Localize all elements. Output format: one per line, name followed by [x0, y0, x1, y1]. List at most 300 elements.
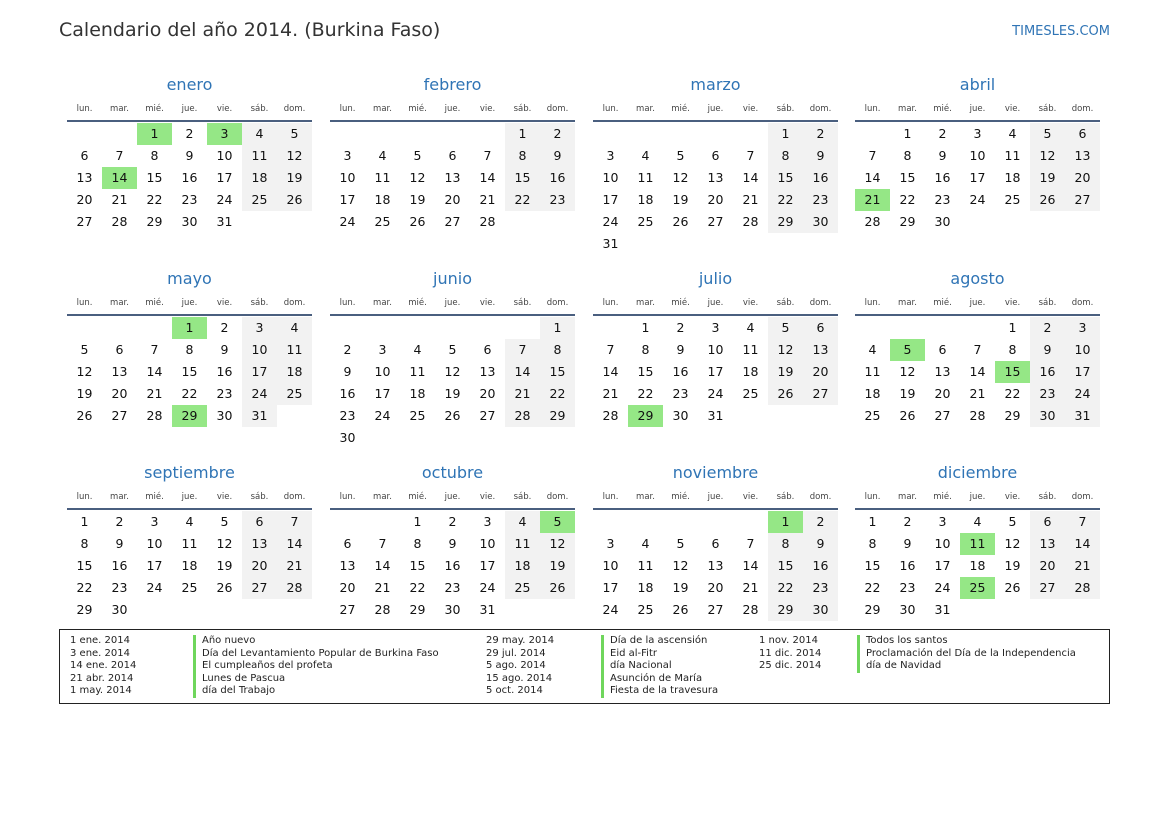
day-cell: 23: [672, 386, 689, 401]
weekday-label: lun.: [339, 298, 356, 308]
day-cell: 18: [864, 386, 881, 401]
day-cell: 28: [505, 405, 540, 427]
month-name: enero: [166, 75, 213, 94]
day-cell: 25: [277, 383, 312, 405]
day-cell: 6: [711, 536, 720, 551]
day-cell: 23: [540, 189, 575, 211]
day-cell: 20: [707, 580, 724, 595]
day-cell: 6: [115, 342, 124, 357]
weekday-label: mar.: [898, 104, 917, 114]
day-cell: 9: [938, 148, 947, 163]
day-cell: 12: [409, 170, 426, 185]
day-cell: 23: [1030, 383, 1065, 405]
day-cell: 1: [413, 514, 422, 529]
day-cell: 7: [277, 511, 312, 533]
day-cell: 3: [150, 514, 159, 529]
day-cell: 23: [111, 580, 128, 595]
day-cell: 3: [938, 514, 947, 529]
weekday-label: jue.: [181, 104, 198, 114]
day-cell: 25: [505, 577, 540, 599]
day-cell: 26: [768, 383, 803, 405]
day-cell: 24: [1065, 383, 1100, 405]
day-cell: 21: [277, 555, 312, 577]
weekday-header: [67, 292, 312, 314]
day-cell: 14: [374, 558, 391, 573]
day-cell: 30: [111, 602, 128, 617]
day-cell: 20: [111, 386, 128, 401]
day-cell: 9: [185, 148, 194, 163]
months-container: [67, 72, 1102, 627]
day-cell: 21: [111, 192, 128, 207]
day-cell: 2: [938, 126, 947, 141]
empty-cell: [330, 123, 365, 145]
day-cell: 29: [540, 405, 575, 427]
day-cell: 23: [339, 408, 356, 423]
day-cell: 3: [606, 536, 615, 551]
day-cell: 10: [339, 170, 356, 185]
day-cell: 8: [1008, 342, 1017, 357]
day-cell: 3: [242, 317, 277, 339]
day-cell: 11: [637, 558, 654, 573]
day-cell: 1: [1008, 320, 1017, 335]
weekday-label: mié.: [933, 492, 952, 502]
day-cell: 7: [746, 148, 755, 163]
holiday-day-cell: 5: [540, 511, 575, 533]
holiday-day-cell: 1: [768, 511, 803, 533]
empty-cell: [137, 317, 172, 339]
weekday-label: lun.: [76, 298, 93, 308]
weekday-label: vie.: [1004, 104, 1021, 114]
empty-cell: [733, 123, 768, 145]
weekday-label: jue.: [707, 104, 724, 114]
day-cell: 9: [115, 536, 124, 551]
weekday-label: jue.: [444, 298, 461, 308]
day-cell: 3: [606, 148, 615, 163]
day-cell: 22: [637, 386, 654, 401]
legend-holiday-name: día del Trabajo: [202, 685, 276, 697]
legend-holiday-name: día Nacional: [610, 660, 672, 672]
legend-holiday-name: día de Navidad: [866, 660, 942, 672]
day-grid: [855, 511, 1100, 621]
day-cell: 25: [742, 386, 759, 401]
day-cell: 19: [540, 555, 575, 577]
day-cell: 12: [1030, 145, 1065, 167]
empty-cell: [365, 317, 400, 339]
day-cell: 8: [150, 148, 159, 163]
day-cell: 8: [505, 145, 540, 167]
weekday-label: sáb.: [513, 492, 532, 502]
day-cell: 4: [746, 320, 755, 335]
day-cell: 23: [934, 192, 951, 207]
day-cell: 12: [444, 364, 461, 379]
legend-date: 1 nov. 2014: [759, 635, 818, 646]
empty-cell: [400, 317, 435, 339]
empty-cell: [365, 123, 400, 145]
day-cell: 21: [969, 386, 986, 401]
day-cell: 25: [637, 214, 654, 229]
day-cell: 29: [768, 211, 803, 233]
day-cell: 11: [374, 170, 391, 185]
day-cell: 30: [339, 430, 356, 445]
day-cell: 12: [1004, 536, 1021, 551]
empty-cell: [470, 317, 505, 339]
header-divider: [67, 120, 312, 122]
header-divider: [330, 120, 575, 122]
day-cell: 9: [676, 342, 685, 357]
day-cell: 18: [742, 364, 759, 379]
day-cell: 10: [146, 536, 163, 551]
holiday-day-cell: 1: [137, 123, 172, 145]
day-cell: 21: [479, 192, 496, 207]
weekday-label: mié.: [408, 298, 427, 308]
day-cell: 12: [216, 536, 233, 551]
weekday-label: vie.: [742, 104, 759, 114]
month-mayo: [67, 266, 312, 427]
empty-cell: [593, 123, 628, 145]
day-cell: 4: [185, 514, 194, 529]
day-cell: 4: [378, 148, 387, 163]
day-cell: 21: [1065, 555, 1100, 577]
day-cell: 6: [803, 317, 838, 339]
month-name: mayo: [167, 269, 212, 288]
day-cell: 15: [864, 558, 881, 573]
month-septiembre: [67, 460, 312, 621]
day-cell: 16: [803, 555, 838, 577]
day-cell: 5: [80, 342, 89, 357]
empty-cell: [400, 123, 435, 145]
day-cell: 25: [637, 602, 654, 617]
weekday-label: lun.: [864, 492, 881, 502]
day-cell: 17: [479, 558, 496, 573]
day-cell: 10: [602, 170, 619, 185]
day-cell: 10: [934, 536, 951, 551]
weekday-header: [330, 292, 575, 314]
weekday-label: sáb.: [776, 104, 795, 114]
day-cell: 6: [242, 511, 277, 533]
weekday-label: mié.: [671, 104, 690, 114]
weekday-label: mié.: [933, 104, 952, 114]
day-cell: 15: [768, 555, 803, 577]
weekday-header: [67, 98, 312, 120]
day-cell: 19: [277, 167, 312, 189]
day-cell: 3: [378, 342, 387, 357]
day-cell: 9: [343, 364, 352, 379]
weekday-label: vie.: [479, 104, 496, 114]
day-cell: 17: [934, 558, 951, 573]
day-cell: 2: [803, 511, 838, 533]
weekday-label: mar.: [636, 104, 655, 114]
weekday-label: sáb.: [250, 104, 269, 114]
weekday-label: dom.: [809, 492, 832, 502]
day-cell: 30: [444, 602, 461, 617]
empty-cell: [67, 123, 102, 145]
day-cell: 6: [483, 342, 492, 357]
day-cell: 18: [181, 558, 198, 573]
day-cell: 4: [413, 342, 422, 357]
month-enero: [67, 72, 312, 233]
day-grid: [67, 123, 312, 233]
day-cell: 20: [803, 361, 838, 383]
day-cell: 7: [1065, 511, 1100, 533]
day-cell: 30: [803, 211, 838, 233]
day-cell: 17: [707, 364, 724, 379]
weekday-label: dom.: [1071, 298, 1094, 308]
month-name: abril: [959, 75, 996, 94]
day-cell: 22: [409, 580, 426, 595]
day-cell: 13: [242, 533, 277, 555]
day-cell: 1: [768, 123, 803, 145]
day-cell: 31: [602, 236, 619, 251]
weekday-label: lun.: [864, 298, 881, 308]
day-cell: 6: [1065, 123, 1100, 145]
weekday-label: dom.: [1071, 104, 1094, 114]
day-cell: 14: [864, 170, 881, 185]
holiday-day-cell: 3: [207, 123, 242, 145]
weekday-label: dom.: [809, 298, 832, 308]
day-cell: 1: [80, 514, 89, 529]
weekday-label: mié.: [408, 492, 427, 502]
day-cell: 3: [483, 514, 492, 529]
day-cell: 26: [672, 214, 689, 229]
day-cell: 24: [934, 580, 951, 595]
weekday-label: lun.: [76, 104, 93, 114]
weekday-label: mié.: [408, 104, 427, 114]
day-cell: 13: [479, 364, 496, 379]
day-cell: 30: [803, 599, 838, 621]
weekday-label: mar.: [636, 298, 655, 308]
day-cell: 4: [505, 511, 540, 533]
day-cell: 7: [150, 342, 159, 357]
legend-dates-column: [759, 635, 821, 673]
weekday-label: dom.: [283, 298, 306, 308]
month-name: agosto: [950, 269, 1005, 288]
day-cell: 13: [707, 558, 724, 573]
day-cell: 17: [602, 192, 619, 207]
holiday-day-cell: 1: [172, 317, 207, 339]
day-cell: 13: [803, 339, 838, 361]
weekday-label: lun.: [864, 104, 881, 114]
day-cell: 3: [1065, 317, 1100, 339]
day-cell: 26: [540, 577, 575, 599]
day-cell: 28: [864, 214, 881, 229]
weekday-label: dom.: [283, 492, 306, 502]
day-cell: 10: [969, 148, 986, 163]
weekday-label: lun.: [339, 104, 356, 114]
day-cell: 19: [216, 558, 233, 573]
weekday-label: vie.: [216, 104, 233, 114]
day-cell: 31: [707, 408, 724, 423]
day-cell: 3: [343, 148, 352, 163]
day-cell: 20: [444, 192, 461, 207]
day-cell: 22: [768, 189, 803, 211]
day-grid: [330, 511, 575, 621]
weekday-label: sáb.: [250, 298, 269, 308]
day-cell: 24: [242, 383, 277, 405]
weekday-label: vie.: [1004, 298, 1021, 308]
day-cell: 22: [540, 383, 575, 405]
day-cell: 16: [672, 364, 689, 379]
holiday-day-cell: 29: [628, 405, 663, 427]
day-cell: 26: [444, 408, 461, 423]
weekday-label: jue.: [181, 298, 198, 308]
month-name: julio: [698, 269, 733, 288]
day-cell: 28: [277, 577, 312, 599]
empty-cell: [855, 123, 890, 145]
month-junio: [330, 266, 575, 449]
day-cell: 28: [1065, 577, 1100, 599]
day-cell: 13: [934, 364, 951, 379]
day-cell: 19: [1004, 558, 1021, 573]
legend-names-column: [193, 635, 439, 698]
legend-holiday-name: Eid al-Fitr: [610, 647, 657, 659]
day-cell: 29: [768, 599, 803, 621]
day-grid: [67, 317, 312, 427]
day-cell: 11: [409, 364, 426, 379]
day-cell: 27: [76, 214, 93, 229]
weekday-label: jue.: [181, 492, 198, 502]
weekday-label: lun.: [76, 492, 93, 502]
day-cell: 16: [181, 170, 198, 185]
legend-date: 15 ago. 2014: [486, 672, 553, 684]
day-cell: 13: [707, 170, 724, 185]
month-name: septiembre: [144, 463, 235, 482]
day-cell: 4: [641, 536, 650, 551]
day-cell: 24: [146, 580, 163, 595]
day-cell: 9: [540, 145, 575, 167]
weekday-label: jue.: [707, 492, 724, 502]
day-cell: 5: [676, 148, 685, 163]
month-name: junio: [433, 269, 472, 288]
day-cell: 4: [641, 148, 650, 163]
day-cell: 22: [899, 192, 916, 207]
day-cell: 6: [80, 148, 89, 163]
month-diciembre: [855, 460, 1100, 621]
weekday-header: [855, 486, 1100, 508]
legend-date: 5 oct. 2014: [486, 685, 543, 697]
day-cell: 14: [742, 558, 759, 573]
day-cell: 12: [899, 364, 916, 379]
day-cell: 20: [1065, 167, 1100, 189]
day-cell: 29: [409, 602, 426, 617]
day-cell: 7: [115, 148, 124, 163]
day-cell: 16: [934, 170, 951, 185]
empty-cell: [890, 317, 925, 339]
day-cell: 7: [606, 342, 615, 357]
day-cell: 16: [111, 558, 128, 573]
day-cell: 22: [146, 192, 163, 207]
day-cell: 24: [969, 192, 986, 207]
day-cell: 5: [1030, 123, 1065, 145]
month-name: febrero: [423, 75, 482, 94]
day-grid: [593, 317, 838, 427]
day-cell: 7: [378, 536, 387, 551]
legend-date: 29 jul. 2014: [486, 647, 546, 659]
weekday-label: sáb.: [776, 492, 795, 502]
day-cell: 15: [181, 364, 198, 379]
day-cell: 27: [242, 577, 277, 599]
day-cell: 9: [903, 536, 912, 551]
weekday-label: sáb.: [250, 492, 269, 502]
empty-cell: [628, 123, 663, 145]
day-cell: 19: [672, 192, 689, 207]
day-cell: 16: [803, 167, 838, 189]
weekday-label: dom.: [546, 298, 569, 308]
day-cell: 14: [602, 364, 619, 379]
day-cell: 31: [479, 602, 496, 617]
day-cell: 11: [277, 339, 312, 361]
day-cell: 27: [111, 408, 128, 423]
day-cell: 13: [339, 558, 356, 573]
day-cell: 16: [1030, 361, 1065, 383]
day-cell: 21: [146, 386, 163, 401]
day-cell: 15: [540, 361, 575, 383]
day-cell: 12: [672, 558, 689, 573]
empty-cell: [67, 317, 102, 339]
header-divider: [593, 120, 838, 122]
day-cell: 10: [479, 536, 496, 551]
weekday-header: [593, 486, 838, 508]
month-agosto: [855, 266, 1100, 427]
day-cell: 20: [76, 192, 93, 207]
day-cell: 21: [742, 580, 759, 595]
day-cell: 14: [742, 170, 759, 185]
day-cell: 27: [444, 214, 461, 229]
weekday-label: vie.: [479, 492, 496, 502]
empty-cell: [330, 511, 365, 533]
weekday-label: lun.: [602, 492, 619, 502]
day-cell: 19: [1030, 167, 1065, 189]
header-divider: [855, 314, 1100, 316]
weekday-label: jue.: [969, 104, 986, 114]
day-cell: 2: [903, 514, 912, 529]
day-grid: [330, 317, 575, 449]
day-cell: 29: [899, 214, 916, 229]
day-cell: 15: [899, 170, 916, 185]
month-octubre: [330, 460, 575, 621]
day-cell: 6: [343, 536, 352, 551]
day-cell: 17: [242, 361, 277, 383]
day-cell: 18: [277, 361, 312, 383]
month-febrero: [330, 72, 575, 233]
legend-date: 25 dic. 2014: [759, 660, 822, 672]
day-cell: 27: [707, 602, 724, 617]
weekday-header: [593, 98, 838, 120]
day-cell: 31: [1065, 405, 1100, 427]
day-cell: 8: [868, 536, 877, 551]
day-cell: 11: [742, 342, 759, 357]
empty-cell: [435, 317, 470, 339]
weekday-label: sáb.: [513, 104, 532, 114]
day-cell: 17: [374, 386, 391, 401]
day-cell: 19: [899, 386, 916, 401]
weekday-label: mié.: [671, 492, 690, 502]
legend-holiday-name: Todos los santos: [866, 635, 948, 646]
day-cell: 8: [903, 148, 912, 163]
day-cell: 25: [864, 408, 881, 423]
day-cell: 31: [934, 602, 951, 617]
day-cell: 7: [505, 339, 540, 361]
day-cell: 27: [479, 408, 496, 423]
day-cell: 26: [216, 580, 233, 595]
empty-cell: [330, 317, 365, 339]
day-cell: 9: [803, 533, 838, 555]
day-cell: 28: [374, 602, 391, 617]
empty-cell: [698, 511, 733, 533]
site-link[interactable]: TIMESLES.COM: [1012, 24, 1110, 39]
empty-cell: [102, 317, 137, 339]
day-cell: 4: [277, 317, 312, 339]
day-cell: 17: [216, 170, 233, 185]
